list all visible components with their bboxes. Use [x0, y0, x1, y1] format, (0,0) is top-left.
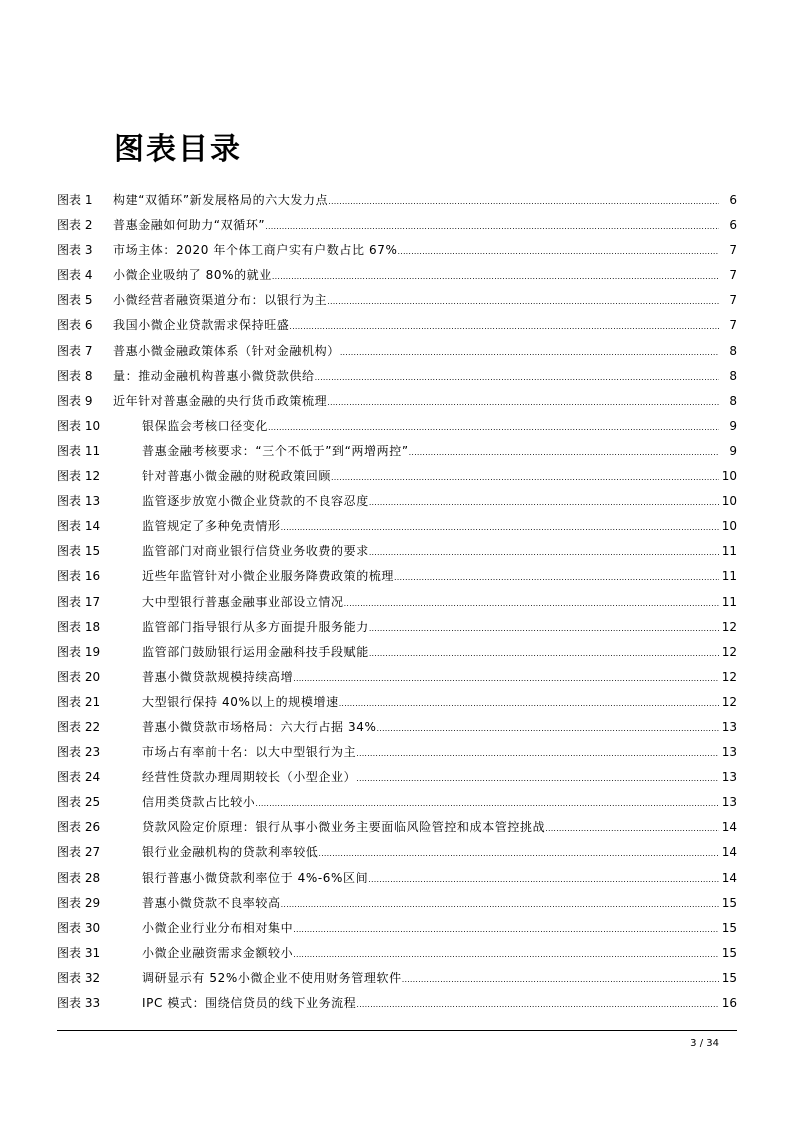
footer-divider: [57, 1030, 737, 1031]
dot-leader: [356, 996, 719, 1010]
toc-entry-page: 10: [720, 514, 737, 539]
toc-entry[interactable]: [57, 439, 737, 464]
toc-entry-page: 13: [720, 715, 737, 740]
toc-entry-label: 图表 9: [57, 393, 93, 408]
toc-entry-label: 图表 33: [57, 996, 101, 1010]
toc-entry-text: 普惠金融考核要求：“三个不低于”到“两增两控”: [142, 443, 409, 458]
toc-entry-title: [113, 263, 719, 289]
toc-entry-label: 图表 1: [57, 193, 93, 207]
toc-entry-label: 图表 15: [57, 544, 101, 559]
toc-entry-text: 小微企业吸纳了 80%的就业: [113, 268, 272, 283]
toc-entry[interactable]: [57, 263, 737, 288]
toc-entry-page: 12: [720, 640, 737, 665]
toc-entry-label: 图表 8: [57, 368, 93, 383]
toc-entry-page: 10: [720, 464, 737, 489]
toc-entry[interactable]: [57, 966, 737, 991]
dot-leader: [369, 620, 719, 634]
toc-entry-title: [113, 339, 719, 365]
toc-entry-text: 大型银行保持 40%以上的规模增速: [142, 694, 339, 709]
toc-entry[interactable]: [57, 339, 737, 364]
toc-entry-title: [142, 439, 719, 465]
toc-entry-title: [142, 640, 719, 666]
toc-entry[interactable]: [57, 941, 737, 966]
toc-entry-text: 大中型银行普惠金融事业部设立情况: [142, 594, 344, 609]
dot-leader: [315, 369, 719, 383]
toc-entry-text: 小微企业行业分布相对集中: [142, 920, 294, 935]
toc-entry-title: [142, 790, 719, 816]
dot-leader: [397, 243, 719, 257]
dot-leader: [281, 519, 719, 533]
dot-leader: [328, 193, 719, 207]
dot-leader: [545, 820, 719, 834]
toc-entry-text: IPC 模式：围绕信贷员的线下业务流程: [142, 996, 357, 1010]
toc-entry-page: 7: [727, 238, 737, 263]
toc-entry[interactable]: [57, 364, 737, 389]
toc-entry-title: [142, 991, 719, 1017]
toc-entry-text: 量：推动金融机构普惠小微贷款供给: [113, 368, 315, 383]
dot-leader: [331, 469, 719, 483]
toc-entry-page: 16: [720, 991, 737, 1016]
toc-entry-page: 14: [720, 815, 737, 840]
toc-entry-text: 小微企业融资需求金额较小: [142, 945, 294, 960]
toc-entry-text: 小微经营者融资渠道分布：以银行为主: [113, 293, 328, 308]
dot-leader: [255, 795, 719, 809]
toc-entry-label: 图表 16: [57, 569, 101, 584]
dot-leader: [356, 745, 719, 759]
toc-entry-text: 近年针对普惠金融的央行货币政策梳理: [113, 393, 328, 408]
page-number: 3 / 34: [690, 1038, 719, 1049]
dot-leader: [369, 544, 719, 558]
toc-entry-title: [142, 715, 719, 741]
toc-entry[interactable]: [57, 288, 737, 313]
toc-entry-text: 监管部门对商业银行信贷业务收费的要求: [142, 544, 369, 559]
dot-leader: [293, 921, 719, 935]
toc-entry-label: 图表 26: [57, 820, 101, 835]
toc-entry-text: 监管逐步放宽小微企业贷款的不良容忍度: [142, 494, 369, 509]
toc-entry-text: 监管规定了多种免责情形: [142, 519, 281, 534]
toc-entry-text: 普惠小微金融政策体系（针对金融机构）: [113, 343, 340, 358]
toc-entry[interactable]: [57, 389, 737, 414]
toc-entry-page: 14: [720, 840, 737, 865]
toc-entry[interactable]: [57, 188, 737, 213]
toc-entry[interactable]: [57, 640, 737, 665]
dot-leader: [268, 419, 719, 433]
dot-leader: [265, 218, 719, 232]
dot-leader: [327, 394, 719, 408]
dot-leader: [339, 695, 719, 709]
toc-entry-label: 图表 30: [57, 920, 101, 935]
toc-entry-title: [142, 514, 719, 540]
toc-entry-page: 8: [727, 389, 737, 414]
dot-leader: [340, 344, 719, 358]
dot-leader: [377, 720, 720, 734]
toc-entry-text: 调研显示有 52%小微企业不使用财务管理软件: [142, 970, 402, 985]
dot-leader: [368, 871, 719, 885]
toc-entry-page: 13: [720, 740, 737, 765]
toc-entry-label: 图表 13: [57, 494, 101, 509]
toc-entry-label: 图表 12: [57, 469, 101, 484]
dot-leader: [344, 595, 719, 609]
toc-entry-title: [113, 389, 719, 415]
toc-entry-label: 图表 21: [57, 694, 101, 709]
dot-leader: [369, 494, 719, 508]
toc-entry-text: 普惠小微贷款不良率较高: [142, 895, 281, 910]
toc-entry-text: 信用类贷款占比较小: [142, 795, 256, 810]
toc-entry-page: 11: [720, 539, 737, 564]
toc-entry-label: 图表 5: [57, 293, 93, 308]
toc-entry-title: [142, 891, 719, 917]
toc-entry[interactable]: [57, 489, 737, 514]
toc-entry-title: [113, 288, 719, 314]
toc-entry-text: 近些年监管针对小微企业服务降费政策的梳理: [142, 569, 395, 584]
toc-entry-page: 6: [727, 213, 737, 238]
toc-entry[interactable]: [57, 213, 737, 238]
toc-entry-page: 9: [727, 439, 737, 464]
toc-entry-page: 15: [720, 916, 737, 941]
toc-entry[interactable]: [57, 840, 737, 865]
toc-entry-title: [142, 916, 719, 942]
toc-entry[interactable]: [57, 690, 737, 715]
toc-entry-title: [142, 464, 719, 490]
toc-entry-text: 我国小微企业贷款需求保持旺盛: [113, 318, 290, 333]
toc-entry-label: 图表 2: [57, 218, 93, 233]
toc-entry[interactable]: [57, 615, 737, 640]
page-title: 图表目录: [114, 132, 242, 167]
toc-entry-text: 经营性贷款办理周期较长（小型企业）: [142, 770, 357, 785]
dot-leader: [327, 293, 719, 307]
toc-entry-title: [142, 941, 719, 967]
toc-entry-label: 图表 18: [57, 619, 101, 634]
toc-entry-label: 图表 11: [57, 443, 101, 458]
toc-entry-label: 图表 4: [57, 268, 93, 283]
toc-entry-page: 7: [727, 288, 737, 313]
toc-entry-text: 监管部门指导银行从多方面提升服务能力: [142, 619, 369, 634]
toc-entry[interactable]: [57, 464, 737, 489]
toc-entry-label: 图表 10: [57, 418, 101, 433]
toc-entry-page: 11: [720, 590, 737, 615]
toc-entry-label: 图表 20: [57, 669, 101, 684]
toc-entry-title: [142, 590, 719, 616]
toc-entry-page: 15: [720, 941, 737, 966]
toc-entry-label: 图表 6: [57, 318, 93, 333]
toc-entry[interactable]: [57, 665, 737, 690]
toc-entry-page: 8: [727, 364, 737, 389]
toc-entry-label: 图表 28: [57, 870, 101, 885]
toc-entry-text: 监管部门鼓励银行运用金融科技手段赋能: [142, 644, 369, 659]
toc-entry-page: 6: [727, 188, 737, 213]
toc-entry-page: 15: [720, 891, 737, 916]
toc-entry-page: 15: [720, 966, 737, 991]
toc-entry-page: 12: [720, 665, 737, 690]
dot-leader: [289, 318, 719, 332]
toc-entry-label: 图表 17: [57, 594, 101, 609]
dot-leader: [409, 444, 719, 458]
toc-entry-title: [142, 740, 719, 766]
toc-entry-text: 普惠小微贷款规模持续高增: [142, 669, 294, 684]
toc-entry-title: [142, 866, 719, 892]
toc-entry-text: 普惠小微贷款市场格局：六大行占据 34%: [142, 719, 377, 734]
dot-leader: [402, 971, 719, 985]
toc-entry-text: 针对普惠小微金融的财税政策回顾: [142, 469, 332, 484]
toc-entry[interactable]: [57, 991, 737, 1016]
toc-entry[interactable]: [57, 916, 737, 941]
toc-entry-title: [113, 188, 719, 214]
toc-entry-text: 银行业金融机构的贷款利率较低: [142, 845, 319, 860]
toc-entry-page: 12: [720, 615, 737, 640]
toc-entry[interactable]: [57, 891, 737, 916]
toc-entry[interactable]: [57, 765, 737, 790]
toc-entry-title: [142, 690, 719, 716]
toc-entry[interactable]: [57, 564, 737, 589]
toc-entry-label: 图表 19: [57, 644, 101, 659]
dot-leader: [272, 268, 719, 282]
toc-entry-page: 12: [720, 690, 737, 715]
dot-leader: [293, 946, 719, 960]
dot-leader: [356, 770, 719, 784]
toc-entry-label: 图表 14: [57, 519, 101, 534]
toc-entry-page: 8: [727, 339, 737, 364]
toc-entry-title: [113, 238, 719, 264]
toc-entry[interactable]: [57, 238, 737, 263]
toc-entry-title: [142, 665, 719, 691]
table-of-figures: [57, 188, 737, 1016]
toc-entry-text: 银行普惠小微贷款利率位于 4%-6%区间: [142, 870, 369, 885]
toc-entry-title: [142, 564, 719, 590]
toc-entry-page: 10: [720, 489, 737, 514]
toc-entry-title: [142, 539, 719, 565]
toc-entry-title: [142, 966, 719, 992]
toc-entry-text: 普惠金融如何助力“双循环”: [113, 218, 266, 233]
toc-entry[interactable]: [57, 414, 737, 439]
toc-entry-page: 7: [727, 313, 737, 338]
toc-entry-label: 图表 25: [57, 795, 101, 810]
toc-entry-label: 图表 31: [57, 945, 101, 960]
dot-leader: [394, 569, 719, 583]
toc-entry-text: 市场占有率前十名：以大中型银行为主: [142, 745, 357, 760]
toc-entry-title: [142, 615, 719, 641]
toc-entry-title: [142, 840, 719, 866]
toc-entry-title: [142, 815, 719, 841]
toc-entry[interactable]: [57, 539, 737, 564]
toc-entry-title: [142, 489, 719, 515]
toc-entry-title: [142, 765, 719, 791]
toc-entry-page: 14: [720, 866, 737, 891]
toc-entry-page: 11: [720, 564, 737, 589]
toc-entry-page: 9: [727, 414, 737, 439]
dot-leader: [293, 670, 719, 684]
dot-leader: [281, 896, 719, 910]
dot-leader: [318, 845, 719, 859]
toc-entry-text: 银保监会考核口径变化: [142, 418, 269, 433]
toc-entry-label: 图表 27: [57, 845, 101, 860]
toc-entry-label: 图表 24: [57, 770, 101, 785]
dot-leader: [369, 645, 719, 659]
toc-entry[interactable]: [57, 715, 737, 740]
toc-entry-label: 图表 7: [57, 343, 93, 358]
toc-entry[interactable]: [57, 815, 737, 840]
toc-entry[interactable]: [57, 790, 737, 815]
toc-entry-title: [142, 414, 719, 440]
toc-entry-title: [113, 313, 719, 339]
toc-entry-label: 图表 3: [57, 243, 93, 258]
toc-entry-title: [113, 213, 719, 239]
toc-entry[interactable]: [57, 590, 737, 615]
toc-entry[interactable]: [57, 313, 737, 338]
toc-entry-label: 图表 29: [57, 895, 101, 910]
toc-entry-page: 7: [727, 263, 737, 288]
toc-entry-text: 构建“双循环”新发展格局的六大发力点: [113, 193, 329, 207]
toc-entry-label: 图表 32: [57, 970, 101, 985]
toc-entry-page: 13: [720, 765, 737, 790]
toc-entry-label: 图表 23: [57, 745, 101, 760]
toc-entry-title: [113, 364, 719, 390]
toc-entry-label: 图表 22: [57, 719, 101, 734]
toc-entry-text: 贷款风险定价原理：银行从事小微业务主要面临风险管控和成本管控挑战: [142, 820, 546, 835]
toc-entry[interactable]: [57, 514, 737, 539]
toc-entry[interactable]: [57, 740, 737, 765]
toc-entry-text: 市场主体：2020 年个体工商户实有户数占比 67%: [113, 243, 398, 258]
toc-entry[interactable]: [57, 866, 737, 891]
toc-entry-page: 13: [720, 790, 737, 815]
